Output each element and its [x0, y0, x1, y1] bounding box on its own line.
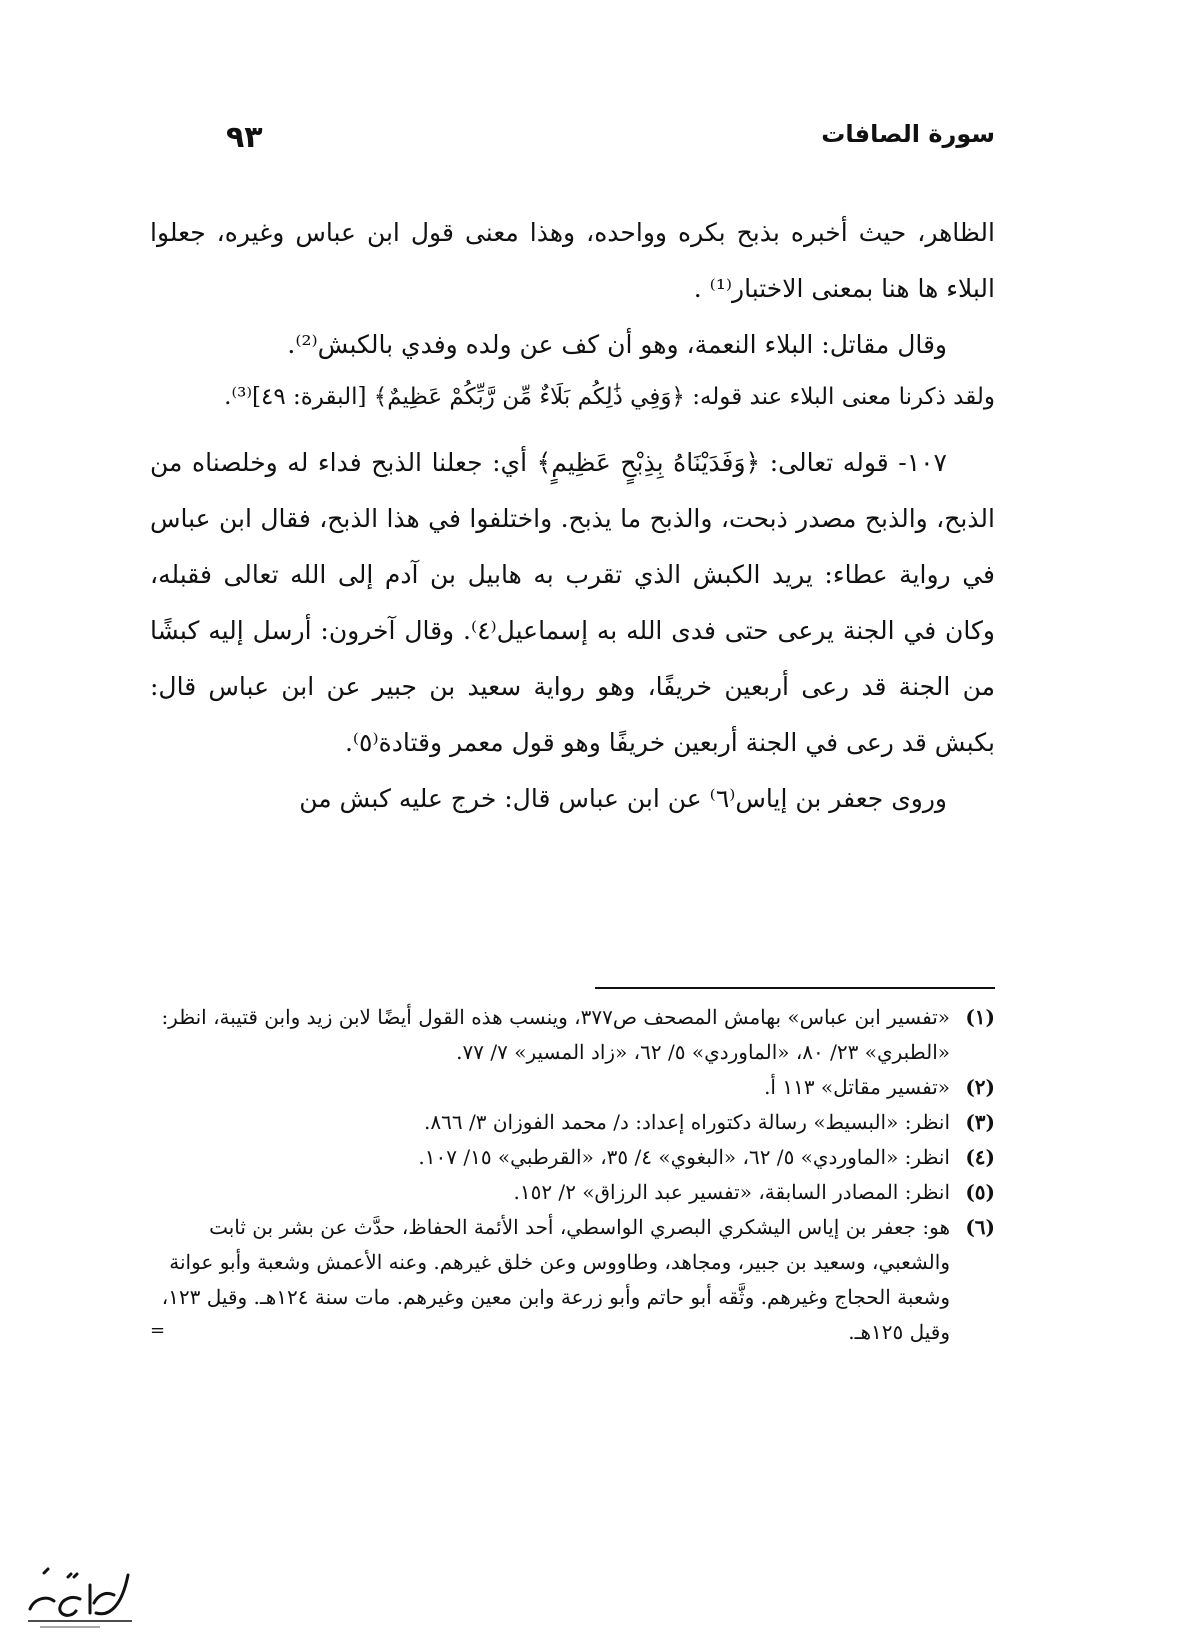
page-header: [150, 120, 995, 170]
publisher-logo: [10, 1555, 150, 1635]
continuation-mark: =: [150, 1320, 166, 1341]
footnote-number: (٣): [965, 1110, 995, 1134]
footnote: [150, 1000, 995, 1070]
paragraph-5: وروى جعفر بن إياس⁽٦⁾ عن ابن عباس قال: خرج عليه كبش من: [299, 784, 947, 813]
page-number: ٩٣: [226, 120, 263, 155]
paragraph-3: ولقد ذكرنا معنى البلاء عند قوله: ﴿وَفِي ذَٰلِكُم بَلَاءٌ مِّن رَّبِّكُمْ عَظِيمٌ﴾ [البقرة: ٤٩]⁽³⁾.: [224, 384, 995, 410]
footnote-text: انظر: «الماوردي» ٥/ ٦٢، «البغوي» ٤/ ٣٥، «القرطبي» ١٥/ ١٠٧.: [418, 1145, 950, 1169]
footnote-number: (٥): [965, 1180, 995, 1204]
paragraph-4: ١٠٧- قوله تعالى: ﴿وَفَدَيْنَاهُ بِذِبْحٍ عَظِيمٍ﴾ أي: جعلنا الذبح فداء له وخلصناه من الذبح، والذبح مصدر ذبحت، والذبح ما يذبح. واختلفوا في هذا الذبح، فقال ابن عباس في رواية عطاء: يريد الكبش الذي تقرب به هابيل بن آدم إلى الله تعالى فقبله، وكان في الجنة يرعى حتى فدى الله به إسماعيل⁽٤⁾. وقال آخرون: أرسل إليه كبشًا من الجنة قد رعى أربعين خريفًا، وهو رواية سعيد بن جبير عن ابن عباس قال: بكبش قد رعى في الجنة أربعين خريفًا وهو قول معمر وقتادة⁽٥⁾.: [150, 448, 996, 757]
paragraph-1: الظاهر، حيث أخبره بذبح بكره وواحده، وهذا معنى قول ابن عباس وغيره، جعلوا البلاء ها هنا بمعنى الاختبار⁽¹⁾ .: [150, 218, 995, 303]
footnote-text: هو: جعفر بن إياس اليشكري البصري الواسطي، أحد الأئمة الحفاظ، حدَّث عن بشر بن ثابت والشعبي، وسعيد بن جبير، ومجاهد، وطاووس وعن خلق غيرهم. وعنه الأعمش وشعبة وأبو عوانة وشعبة الحجاج وغيرهم. وثَّقه أبو حاتم وأبو زرعة وابن معين وغيرهم. مات سنة ١٢٤هـ. وقيل ١٢٣، وقيل ١٢٥هـ.: [161, 1215, 950, 1344]
footnote: [150, 1140, 995, 1175]
main-text: [150, 205, 995, 827]
footnotes: [150, 1000, 995, 1350]
footnote-text: «تفسير مقاتل» ١١٣ أ.: [764, 1075, 950, 1099]
footnote-number: (٢): [965, 1075, 995, 1099]
footnote: [150, 1210, 995, 1350]
footnote-number: (٦): [965, 1215, 995, 1239]
footnote: [150, 1070, 995, 1105]
footnote-text: «تفسير ابن عباس» بهامش المصحف ص٣٧٧، وينسب هذه القول أيضًا لابن زيد وابن قتيبة، انظر: «الطبري» ٢٣/ ٨٠، «الماوردي» ٥/ ٦٢، «زاد المسير» ٧/ ٧٧.: [161, 1005, 950, 1064]
surah-title: سورة الصافات: [821, 120, 995, 148]
footnote-number: (١): [965, 1005, 995, 1029]
calligraphy-logo-icon: [10, 1555, 150, 1635]
footnote-text: انظر: المصادر السابقة، «تفسير عبد الرزاق» ٢/ ١٥٢.: [513, 1180, 950, 1204]
footnote: [150, 1175, 995, 1210]
footnote-divider: [595, 987, 995, 989]
footnote-text: انظر: «البسيط» رسالة دكتوراه إعداد: د/ محمد الفوزان ٣/ ٨٦٦.: [424, 1110, 950, 1134]
footnote: [150, 1105, 995, 1140]
footnote-number: (٤): [965, 1145, 995, 1169]
paragraph-2: وقال مقاتل: البلاء النعمة، وهو أن كف عن ولده وفدي بالكبش⁽²⁾.: [287, 330, 947, 359]
